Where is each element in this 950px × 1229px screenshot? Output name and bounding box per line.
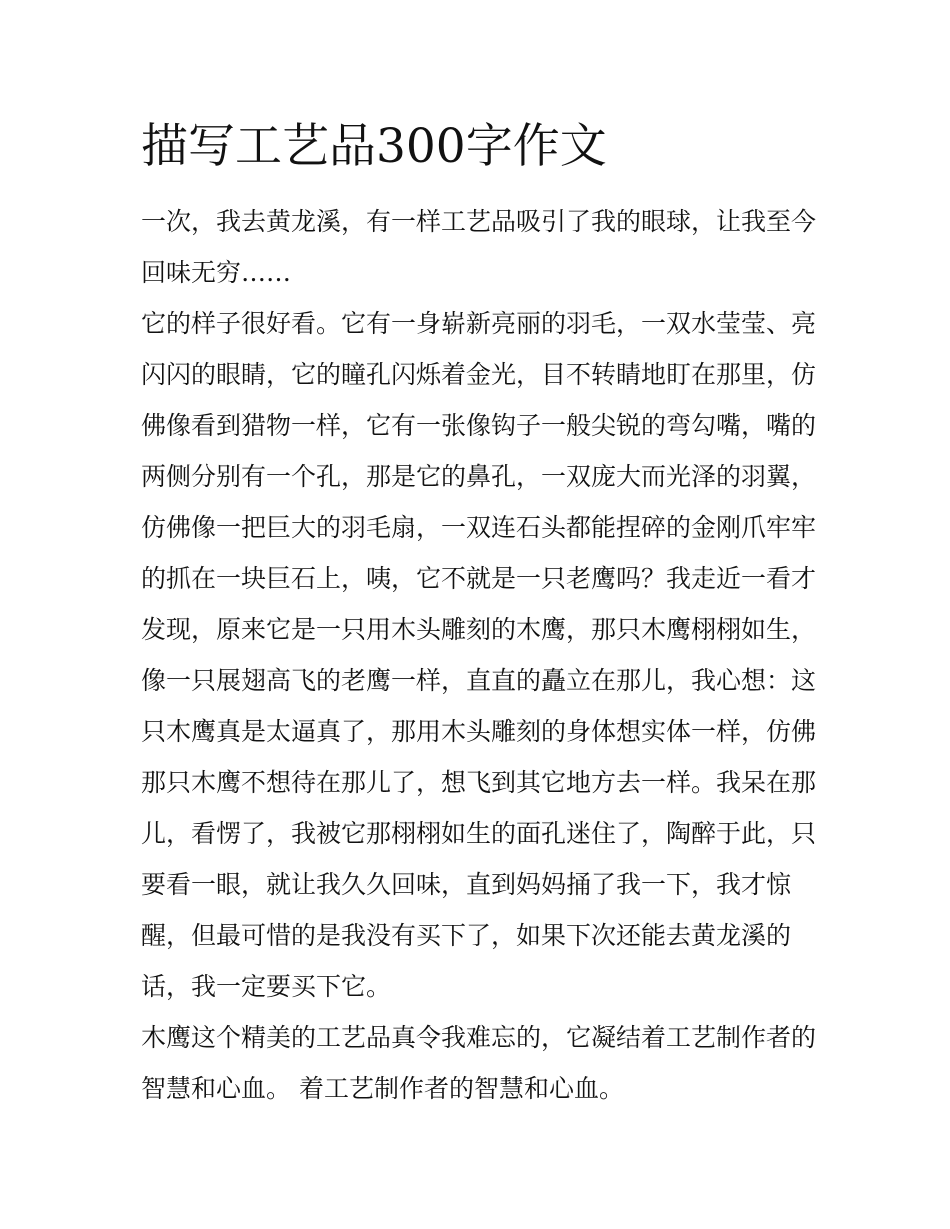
text-line: 智慧和心血。 着工艺制作者的智慧和心血。 — [141, 1074, 624, 1103]
text-line: 话，我一定要买下它。 — [141, 972, 392, 1001]
text-line: 一次，我去黄龙溪，有一样工艺品吸引了我的眼球，让我至今 — [141, 207, 817, 236]
text-line: 仿佛像一把巨大的羽毛扇，一双连石头都能捏碎的金刚爪牢牢 — [141, 513, 817, 542]
text-line: 它的样子很好看。它有一身崭新亮丽的羽毛，一双水莹莹、亮 — [141, 309, 817, 338]
text-line: 佛像看到猎物一样，它有一张像钩子一般尖锐的弯勾嘴，嘴的 — [141, 411, 817, 440]
text-line: 木鹰这个精美的工艺品真令我难忘的，它凝结着工艺制作者的 — [141, 1023, 817, 1052]
text-line: 的抓在一块巨石上，咦，它不就是一只老鹰吗？我走近一看才 — [141, 564, 817, 593]
document-body — [141, 196, 817, 1114]
paragraph-description — [141, 298, 817, 1012]
text-line: 像一只展翅高飞的老鹰一样，直直的矗立在那儿，我心想：这 — [141, 666, 817, 695]
paragraph-conclusion — [141, 1012, 817, 1114]
paragraph-intro — [141, 196, 817, 298]
text-line: 发现，原来它是一只用木头雕刻的木鹰，那只木鹰栩栩如生， — [141, 615, 817, 644]
document-title: 描写工艺品300字作文 — [141, 119, 607, 174]
text-line: 要看一眼，就让我久久回味，直到妈妈捅了我一下，我才惊 — [141, 870, 792, 899]
text-line: 那只木鹰不想待在那儿了，想飞到其它地方去一样。我呆在那 — [141, 768, 817, 797]
text-line: 两侧分别有一个孔，那是它的鼻孔，一双庞大而光泽的羽翼， — [141, 462, 817, 491]
text-line: 回味无穷…… — [141, 258, 292, 287]
text-line: 闪闪的眼睛，它的瞳孔闪烁着金光，目不转睛地盯在那里，仿 — [141, 360, 817, 389]
text-line: 儿，看愣了，我被它那栩栩如生的面孔迷住了，陶醉于此，只 — [141, 819, 817, 848]
text-line: 醒，但最可惜的是我没有买下了，如果下次还能去黄龙溪的 — [141, 921, 792, 950]
text-line: 只木鹰真是太逼真了，那用木头雕刻的身体想实体一样，仿佛 — [141, 717, 817, 746]
